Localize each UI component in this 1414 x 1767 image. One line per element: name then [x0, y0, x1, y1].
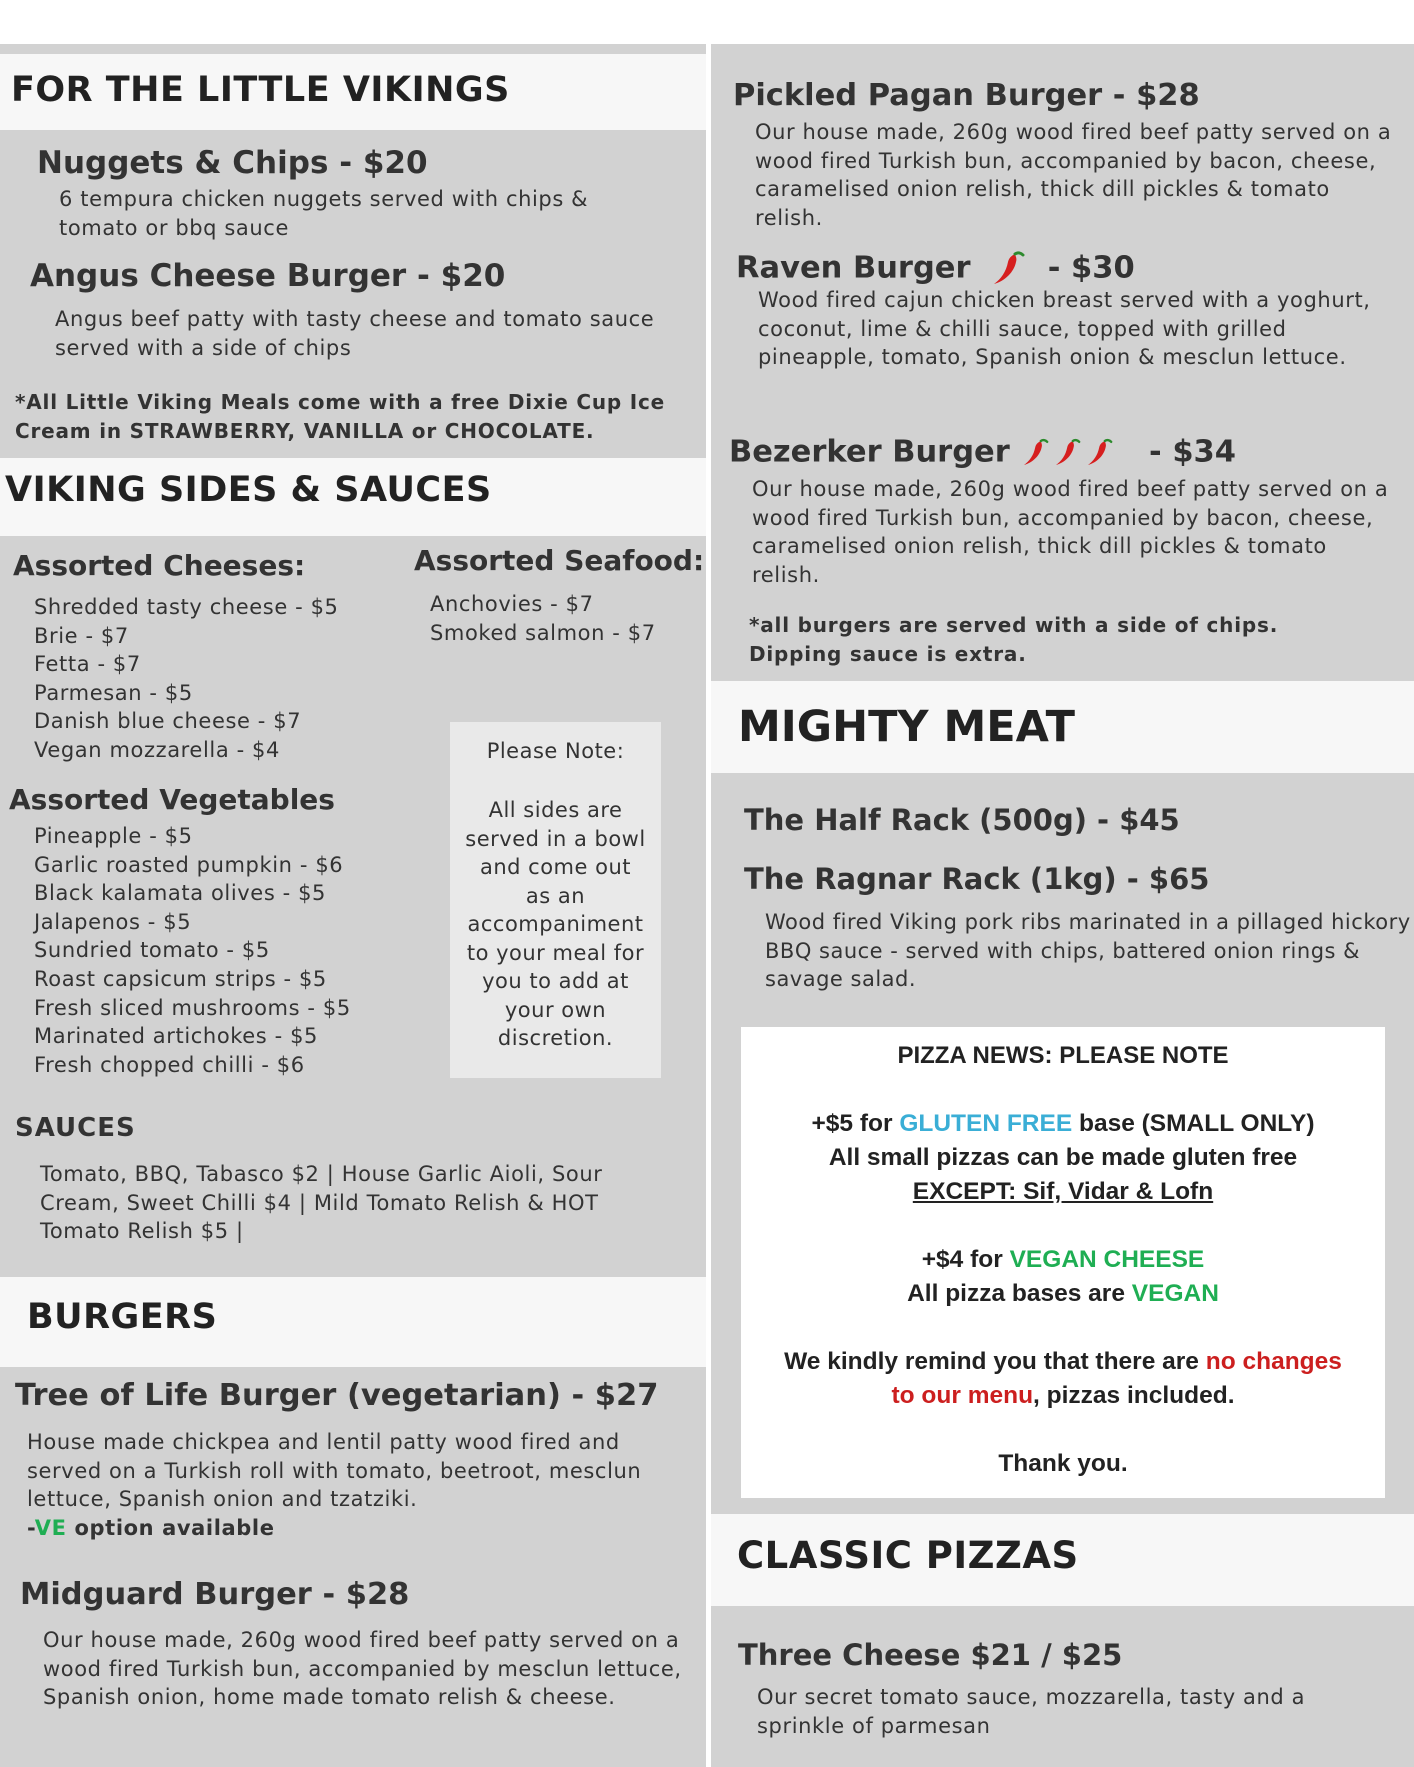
- list-item: Anchovies - $7: [430, 592, 594, 616]
- list-item: Vegan mozzarella - $4: [34, 737, 280, 762]
- vegetables-title: Assorted Vegetables: [9, 783, 335, 816]
- tree-of-life-desc: House made chickpea and lentil patty wood fired and served on a Turkish roll with tomato, beetroot, mesclun lettuce, Spanish onion and tzatziki.: [27, 1430, 642, 1511]
- remind-prefix: We kindly remind you that there are: [784, 1348, 1206, 1375]
- vegan-bases-highlight: VEGAN: [1131, 1280, 1219, 1307]
- ve-dash: -: [27, 1516, 35, 1540]
- classic-pizzas-title: CLASSIC PIZZAS: [737, 1534, 1079, 1577]
- list-item: Sundried tomato - $5: [34, 938, 270, 963]
- list-item: Jalapenos - $5: [34, 909, 192, 934]
- please-note-line: your own: [504, 997, 607, 1022]
- thank-you: Thank you.: [998, 1450, 1128, 1477]
- list-item: Fresh sliced mushrooms - $5: [34, 995, 351, 1020]
- ragnar-rack-title: The Ragnar Rack (1kg) - $65: [744, 862, 1210, 896]
- remind-line-2: [741, 1379, 1385, 1413]
- list-item: Smoked salmon - $7: [430, 620, 656, 645]
- remind-highlight-1: no changes: [1205, 1348, 1342, 1375]
- list-item: Shredded tasty cheese - $5: [34, 595, 339, 619]
- remind-line-1: [741, 1345, 1385, 1379]
- vegan-cheese-line: [741, 1243, 1385, 1277]
- sides-please-note-box: [450, 722, 661, 1078]
- list-item: Pineapple - $5: [34, 824, 193, 848]
- pizza-news-title: PIZZA NEWS: PLEASE NOTE: [897, 1042, 1229, 1069]
- bezerker-desc: Our house made, 260g wood fired beef patty served on a wood fired Turkish bun, accompanied by bacon, cheese, caramelised onion relish, thick dill pickles & tomato relish.: [752, 477, 1389, 587]
- list-item: Fetta - $7: [34, 652, 141, 677]
- sauces-title: SAUCES: [15, 1113, 136, 1143]
- chili-icon: [1052, 434, 1084, 472]
- please-note-line: and come out: [479, 855, 632, 879]
- list-item: Danish blue cheese - $7: [34, 709, 302, 734]
- mighty-meat-title: MIGHTY MEAT: [738, 702, 1075, 752]
- vegan-bases-prefix: All pizza bases are: [907, 1280, 1132, 1307]
- list-item: Parmesan - $5: [34, 680, 193, 705]
- sauces-desc: Tomato, BBQ, Tabasco $2 | House Garlic Aioli, Sour Cream, Sweet Chilli $4 | Mild Tomato Relish & HOT Tomato Relish $5 |: [40, 1162, 603, 1243]
- gf-highlight: GLUTEN FREE: [899, 1110, 1073, 1137]
- vegan-bases-line: [741, 1277, 1385, 1311]
- raven-name: Raven Burger: [736, 250, 971, 286]
- list-item: Black kalamata olives - $5: [34, 881, 327, 906]
- bezerker-name: Bezerker Burger: [729, 434, 1010, 470]
- remind-suffix: , pizzas included.: [1033, 1382, 1235, 1409]
- bezerker-title: [729, 434, 1236, 472]
- seafood-list: [430, 590, 656, 647]
- half-rack-title: The Half Rack (500g) - $45: [744, 803, 1180, 837]
- gluten-free-except: [741, 1175, 1385, 1209]
- list-item: Fresh chopped chilli - $6: [34, 1052, 305, 1077]
- list-item: Roast capsicum strips - $5: [34, 966, 327, 991]
- burgers-note: [749, 611, 1399, 669]
- chili-icon: [1084, 434, 1116, 472]
- ragnar-rack-desc: Wood fired Viking pork ribs marinated in a pillaged hickory BBQ sauce - served with chips, battered onion rings & savage salad.: [765, 910, 1411, 991]
- column-divider: [706, 44, 711, 1767]
- vegan-highlight: VEGAN CHEESE: [1009, 1246, 1205, 1273]
- gf-except-text: EXCEPT: Sif, Vidar & Lofn: [912, 1178, 1214, 1205]
- gluten-free-line-2: All small pizzas can be made gluten free: [828, 1144, 1298, 1171]
- please-note-line: served in a bowl: [465, 826, 646, 851]
- bezerker-price: - $34: [1149, 434, 1236, 470]
- please-note-body: [458, 796, 653, 1053]
- midguard-title: Midguard Burger - $28: [20, 1577, 410, 1612]
- cheeses-list: [34, 593, 339, 765]
- remind-highlight-2: to our menu: [891, 1382, 1034, 1409]
- please-note-line: as an: [525, 883, 586, 908]
- ve-rest: option available: [66, 1516, 275, 1540]
- chili-icon: [1020, 434, 1052, 472]
- gf-suffix: base (SMALL ONLY): [1072, 1110, 1315, 1137]
- please-note-title: Please Note:: [486, 739, 625, 763]
- pickled-pagan-title: Pickled Pagan Burger - $28: [733, 78, 1200, 113]
- little-vikings-note: *All Little Viking Meals come with a free Dixie Cup Ice Cream in STRAWBERRY, VANILLA or CHOCOLATE.: [15, 390, 666, 443]
- seafood-title: Assorted Seafood:: [414, 544, 705, 577]
- little-vikings-title: FOR THE LITTLE VIKINGS: [11, 70, 510, 110]
- list-item: Marinated artichokes - $5: [34, 1024, 318, 1049]
- nuggets-chips-desc: 6 tempura chicken nuggets served with chips & tomato or bbq sauce: [59, 187, 589, 240]
- vegan-prefix: +$4 for: [921, 1246, 1010, 1273]
- nuggets-chips-title: Nuggets & Chips - $20: [37, 145, 428, 181]
- ve-badge: VE: [34, 1516, 67, 1540]
- gluten-free-line: [741, 1107, 1385, 1141]
- burgers-title: BURGERS: [27, 1297, 218, 1337]
- please-note-line: you to add at: [482, 969, 629, 993]
- please-note-line: discretion.: [497, 1026, 614, 1050]
- list-item: Garlic roasted pumpkin - $6: [34, 852, 344, 877]
- list-item: Brie - $7: [34, 623, 129, 648]
- please-note-line: accompaniment: [467, 912, 644, 936]
- tree-of-life-title: Tree of Life Burger (vegetarian) - $27: [15, 1378, 659, 1413]
- angus-burger-desc: Angus beef patty with tasty cheese and tomato sauce served with a side of chips: [55, 307, 655, 360]
- cheeses-title: Assorted Cheeses:: [13, 549, 306, 582]
- tree-of-life-vegan-option: [27, 1514, 647, 1543]
- raven-desc: Wood fired cajun chicken breast served with a yoghurt, coconut, lime & chilli sauce, topped with grilled pineapple, tomato, Spanish onion & mesclun lettuce.: [758, 288, 1371, 369]
- please-note-line: to your meal for: [466, 940, 645, 965]
- three-cheese-title: Three Cheese $21 / $25: [738, 1638, 1123, 1672]
- vegetables-list: [34, 822, 351, 1079]
- midguard-desc: Our house made, 260g wood fired beef patty served on a wood fired Turkish bun, accompanied by mesclun lettuce, Spanish onion, home made tomato relish & cheese.: [43, 1628, 682, 1709]
- raven-title: [736, 250, 1135, 288]
- pizza-news-box: [741, 1027, 1385, 1498]
- chili-icon: [989, 250, 1029, 288]
- pickled-pagan-desc: Our house made, 260g wood fired beef patty served on a wood fired Turkish bun, accompanied by bacon, cheese, caramelised onion relish, thick dill pickles & tomato relish.: [755, 120, 1392, 230]
- three-cheese-desc: Our secret tomato sauce, mozzarella, tasty and a sprinkle of parmesan: [757, 1685, 1306, 1738]
- raven-price: - $30: [1047, 250, 1135, 286]
- please-note-line: All sides are: [488, 798, 623, 822]
- sides-title: VIKING SIDES & SAUCES: [5, 470, 492, 510]
- burgers-note-line: *all burgers are served with a side of chips.: [749, 613, 1279, 637]
- burgers-note-line: Dipping sauce is extra.: [749, 642, 1027, 666]
- angus-burger-title: Angus Cheese Burger - $20: [30, 258, 506, 294]
- gf-prefix: +$5 for: [811, 1110, 900, 1137]
